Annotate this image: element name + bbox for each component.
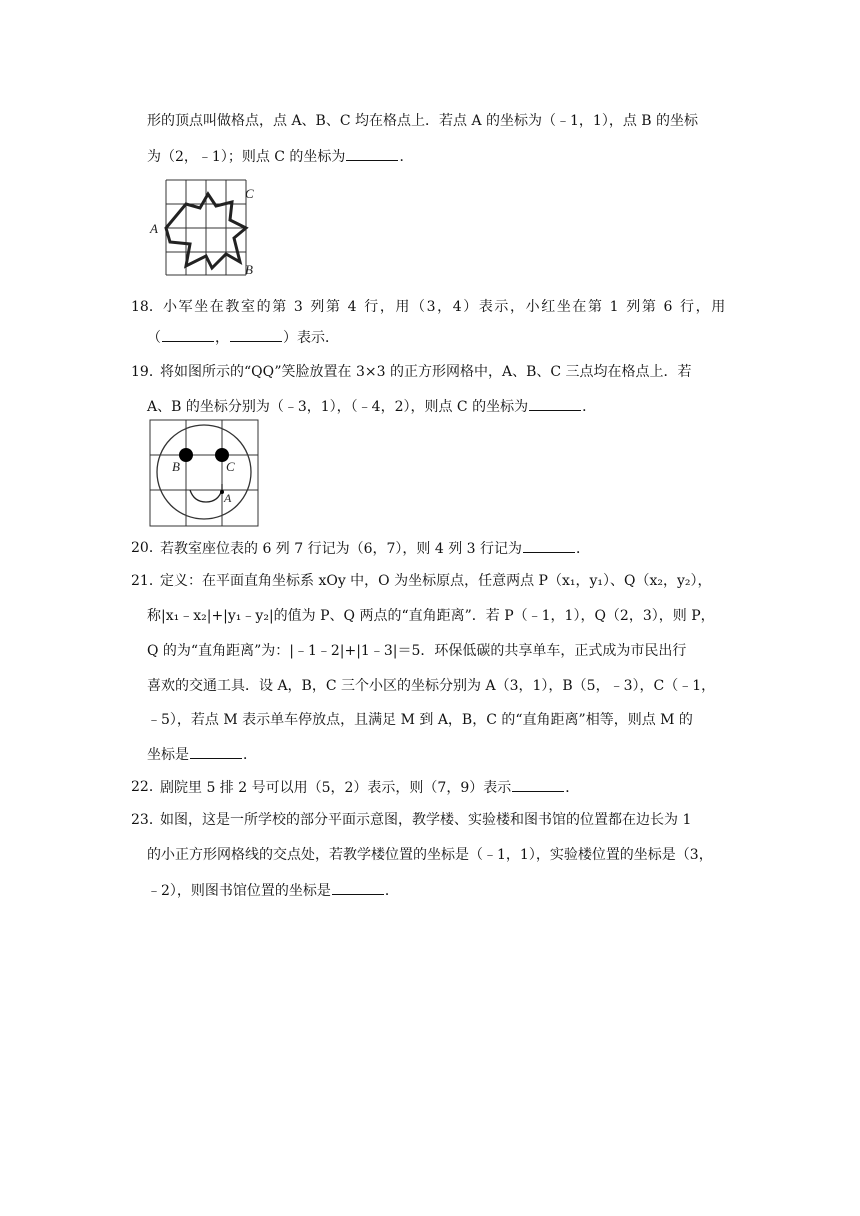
q21-line-5: ﹣5），若点 M 表示单车停放点，且满足 M 到 A，B，C 的“直角距离”相等，则点 M 的 bbox=[147, 712, 693, 728]
q22-line-1 bbox=[160, 777, 579, 798]
q21-text: 坐标是 bbox=[147, 747, 189, 763]
answer-blank-2 bbox=[230, 327, 282, 342]
q17-end: ． bbox=[399, 149, 414, 165]
q22-text: 剧院里 5 排 2 号可以用（5，2）表示，则（7，9）表示 bbox=[160, 780, 512, 796]
q23-text: ﹣2），则图书馆位置的坐标是 bbox=[147, 883, 331, 899]
q18-line-1: 小军坐在教室的第 3 列第 4 行，用（3，4）表示，小红坐在第 1 列第 6 行，用 bbox=[163, 299, 727, 315]
q23-line-2: 的小正方形网格线的交点处，若教学楼位置的坐标是（﹣1，1），实验楼位置的坐标是（3， bbox=[147, 847, 713, 863]
q23-end: ． bbox=[384, 883, 399, 899]
answer-blank bbox=[529, 396, 581, 411]
q19-smiley-grid-figure bbox=[148, 418, 262, 534]
q21-number: 21． bbox=[131, 573, 163, 589]
q19-line-2 bbox=[147, 396, 596, 417]
label-a: A bbox=[224, 491, 232, 505]
q21-end: ． bbox=[243, 747, 257, 763]
q23-line-1: 如图，这是一所学校的部分平面示意图，教学楼、实验楼和图书馆的位置都在边长为 1 bbox=[160, 812, 692, 828]
q17-text: 为（2，﹣1）；则点 C 的坐标为 bbox=[147, 149, 346, 165]
q20-end: ． bbox=[576, 541, 591, 557]
q21-line-1: 定义：在平面直角坐标系 xOy 中，O 为坐标原点，任意两点 P（x₁，y₁）、Q（x₂，y₂）， bbox=[160, 573, 712, 589]
q19-number: 19． bbox=[131, 364, 163, 380]
answer-blank bbox=[346, 146, 398, 161]
q21-line-2: 称|x₁﹣x₂|+|y₁﹣y₂|的值为 P、Q 两点的“直角距离”．若 P（﹣1，1），Q（2，3），则 P， bbox=[147, 608, 715, 624]
label-a: A bbox=[150, 221, 158, 236]
q18-line-2 bbox=[147, 327, 339, 348]
q20-number: 20． bbox=[131, 540, 163, 556]
label-c: C bbox=[226, 459, 235, 474]
q17-line-1: 形的顶点叫做格点，点 A、B、C 均在格点上．若点 A 的坐标为（﹣1，1），点 B 的坐标 bbox=[147, 113, 699, 129]
answer-blank bbox=[523, 538, 575, 553]
answer-blank bbox=[190, 744, 242, 759]
q18-paren-open: （ bbox=[147, 330, 161, 346]
q17-line-2 bbox=[147, 146, 413, 167]
q21-line-3: Q 的为“直角距离”为：|﹣1﹣2|+|1﹣3|＝5．环保低碳的共享单车，正式成为市民出行 bbox=[147, 643, 687, 659]
answer-blank bbox=[512, 777, 564, 792]
q18-paren-close: ）表示． bbox=[283, 330, 339, 346]
q20-line-1 bbox=[160, 538, 590, 559]
q21-line-4: 喜欢的交通工具．设 A，B，C 三个小区的坐标分别为 A（3，1），B（5，﹣3），C（﹣1， bbox=[147, 678, 716, 694]
q17-star-grid-figure bbox=[148, 178, 266, 282]
label-b: B bbox=[172, 459, 180, 474]
q21-line-6 bbox=[147, 744, 257, 765]
q19-end: ． bbox=[582, 399, 597, 415]
q22-end: ． bbox=[565, 780, 580, 796]
q18-comma: ， bbox=[215, 330, 229, 346]
answer-blank bbox=[332, 880, 384, 895]
answer-blank-1 bbox=[162, 327, 214, 342]
label-c: C bbox=[245, 186, 254, 201]
q19-line-1: 将如图所示的“QQ”笑脸放置在 3×3 的正方形网格中，A、B、C 三点均在格点上．若 bbox=[160, 364, 692, 380]
q19-text: A、B 的坐标分别为（﹣3，1），（﹣4，2），则点 C 的坐标为 bbox=[147, 399, 529, 415]
q20-text: 若教室座位表的 6 列 7 行记为（6，7），则 4 列 3 行记为 bbox=[160, 541, 523, 557]
q23-line-3 bbox=[147, 880, 399, 901]
q23-number: 23． bbox=[131, 812, 163, 828]
q18-number: 18． bbox=[131, 299, 163, 315]
q22-number: 22． bbox=[131, 779, 163, 795]
label-b: B bbox=[245, 262, 253, 277]
